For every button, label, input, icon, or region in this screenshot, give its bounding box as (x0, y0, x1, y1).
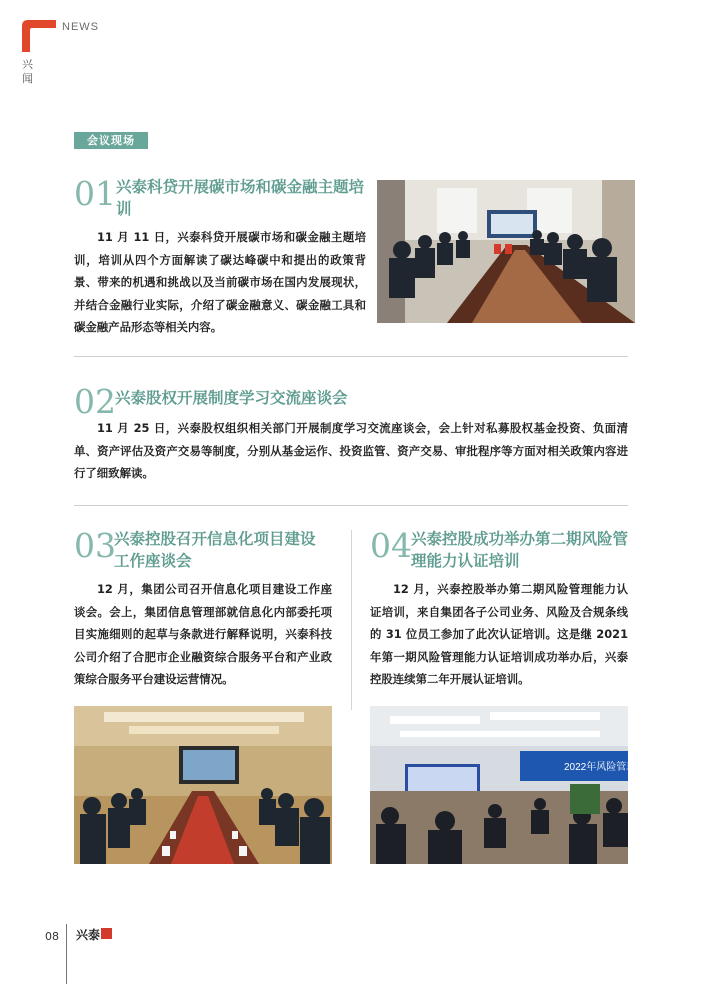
brand-seal-icon (101, 928, 112, 939)
meeting-photo-04 (370, 706, 637, 864)
side-label-text: 兴 闻 (22, 58, 33, 85)
article-number: 01 (74, 174, 116, 213)
news-label: NEWS (62, 21, 99, 33)
article-body: 12 月，兴泰控股举办第二期风险管理能力认证培训，来自集团各子公司业务、风险及合规条线的 31 位员工参加了此次认证培训。这是继 2021 年第一期风险管理能力认证培训成功举办后，兴泰控股连续第二年开展认证培训。 (370, 582, 628, 686)
side-label (22, 58, 36, 86)
divider (74, 356, 628, 357)
section-tag: 会议现场 (74, 132, 148, 149)
meeting-photo-03 (74, 706, 332, 864)
footer-brand: 兴泰 (76, 928, 101, 942)
article-body: 11 月 11 日，兴泰科贷开展碳市场和碳金融主题培训，培训从四个方面解读了碳达峰碳中和提出的政策背景、带来的机遇和挑战以及当前碳市场在国内发展现状，并结合金融行业实际，介绍了碳金融意义、碳金融工具和碳金融产品形态等相关内容。 (74, 230, 366, 334)
divider (74, 505, 628, 506)
footer-divider (66, 924, 67, 984)
brand-corner-icon (22, 20, 56, 52)
article-title: 兴泰科贷开展碳市场和碳金融主题培训 (116, 178, 365, 218)
banner-text: 2022年风险管理 (564, 762, 637, 773)
article-number: 03 (74, 526, 116, 565)
article-title: 兴泰控股召开信息化项目建设工作座谈会 (114, 530, 316, 570)
page-number: 08 (45, 930, 59, 943)
article-title: 兴泰控股成功举办第二期风险管理能力认证培训 (411, 530, 629, 570)
meeting-photo-01 (377, 180, 635, 323)
article-body: 11 月 25 日，兴泰股权组织相关部门开展制度学习交流座谈会，会上针对私募股权基金投资、负面清单、资产评估及资产交易等制度，分别从基金运作、投资监管、资产交易、审批程序等方面对相关政策内容进行了细致解读。 (74, 421, 628, 480)
article-body: 12 月，集团公司召开信息化项目建设工作座谈会。会上，集团信息管理部就信息化内部委托项目实施细则的起草与条款进行解释说明，兴泰科技公司介绍了合肥市企业融资综合服务平台和产业政策综合服务平台建设运营情况。 (74, 582, 332, 686)
column-divider (351, 530, 352, 710)
article-title: 兴泰股权开展制度学习交流座谈会 (115, 389, 348, 407)
article-number: 02 (74, 382, 116, 421)
article-number: 04 (370, 526, 412, 565)
